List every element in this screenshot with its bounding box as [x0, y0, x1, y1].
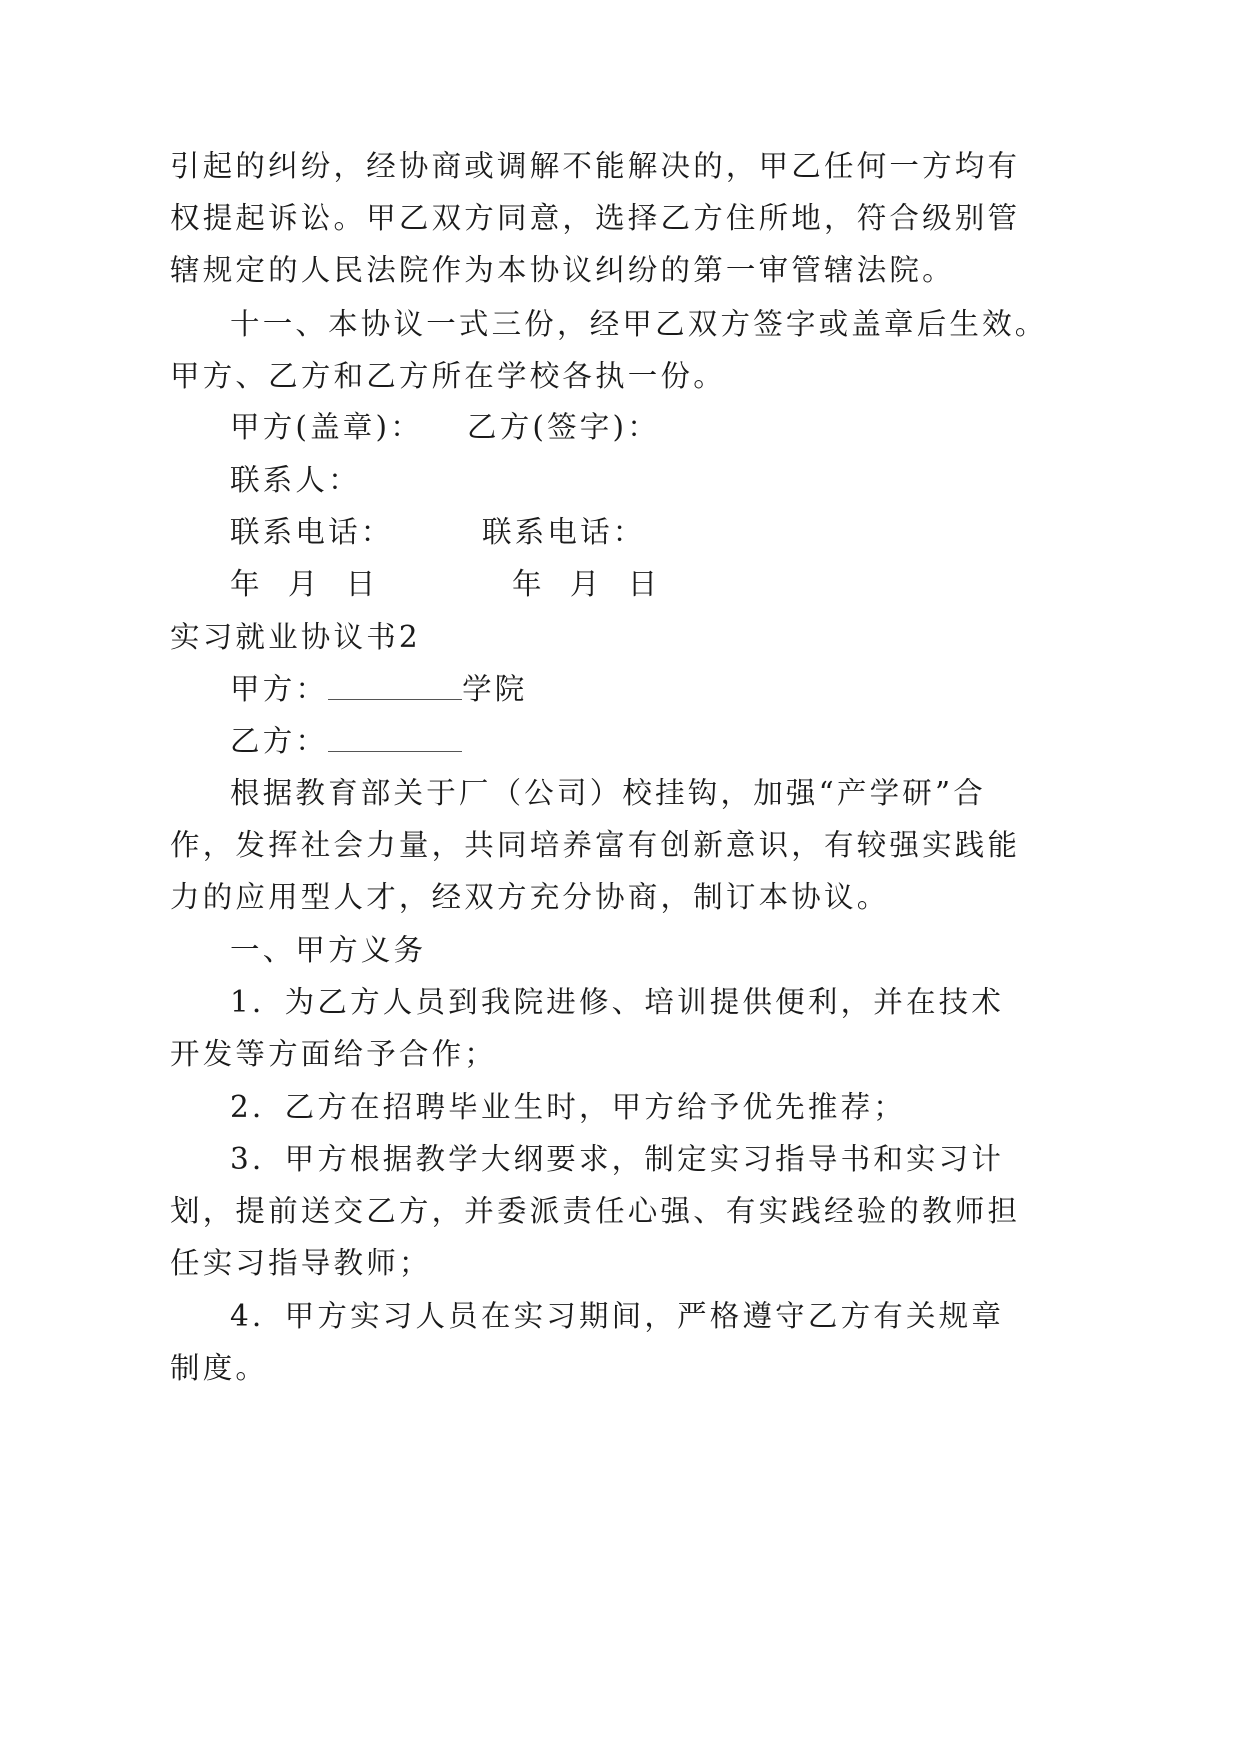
party-a-label: 甲方： [230, 672, 329, 706]
contact-person-label: 联系人： [230, 463, 361, 497]
party-a-line [230, 669, 528, 709]
paragraph-line: 划，提前送交乙方，并委派责任心强、有实践经验的教师担 [170, 1194, 1021, 1228]
party-a-blank [328, 671, 462, 700]
paragraph-line: 作，发挥社会力量，共同培养富有创新意识，有较强实践能 [170, 828, 1021, 862]
paragraph-line: 任实习指导教师； [170, 1246, 432, 1280]
phone-a-label: 联系电话： [230, 515, 394, 549]
paragraph-line: 权提起诉讼。甲乙双方同意，选择乙方住所地，符合级别管 [170, 201, 1021, 235]
party-b-blank [328, 723, 462, 752]
paragraph-line: 十一、本协议一式三份，经甲乙双方签字或盖章后生效。 [230, 307, 1048, 341]
paragraph-line: 根据教育部关于厂（公司）校挂钩，加强“产学研”合 [230, 776, 986, 810]
party-b-line [230, 721, 462, 761]
party-a-suffix: 学院 [462, 672, 528, 706]
phone-b-label: 联系电话： [482, 515, 646, 549]
paragraph-line: 4．甲方实习人员在实习期间，严格遵守乙方有关规章 [230, 1299, 1005, 1333]
paragraph-line: 开发等方面给予合作； [170, 1037, 498, 1071]
paragraph-line: 1．为乙方人员到我院进修、培训提供便利，并在技术 [230, 985, 1005, 1019]
party-a-seal-label: 甲方(盖章)： [230, 410, 423, 444]
paragraph-line: 2．乙方在招聘毕业生时，甲方给予优先推荐； [230, 1090, 906, 1124]
paragraph-line: 甲方、乙方和乙方所在学校各执一份。 [170, 359, 726, 393]
party-b-label: 乙方： [230, 724, 329, 758]
paragraph-line: 引起的纠纷，经协商或调解不能解决的，甲乙任何一方均有 [170, 149, 1021, 183]
section-heading: 一、甲方义务 [230, 933, 427, 967]
party-b-sign-label: 乙方(签字)： [467, 410, 660, 444]
paragraph-line: 力的应用型人才，经双方充分协商，制订本协议。 [170, 880, 890, 914]
paragraph-line: 制度。 [170, 1351, 269, 1385]
paragraph-line: 辖规定的人民法院作为本协议纠纷的第一审管辖法院。 [170, 253, 955, 287]
paragraph-line: 3．甲方根据教学大纲要求，制定实习指导书和实习计 [230, 1142, 1005, 1176]
agreement-title: 实习就业协议书2 [170, 620, 421, 654]
date-b: 年 月 日 [512, 567, 661, 601]
date-a: 年 月 日 [230, 567, 379, 601]
